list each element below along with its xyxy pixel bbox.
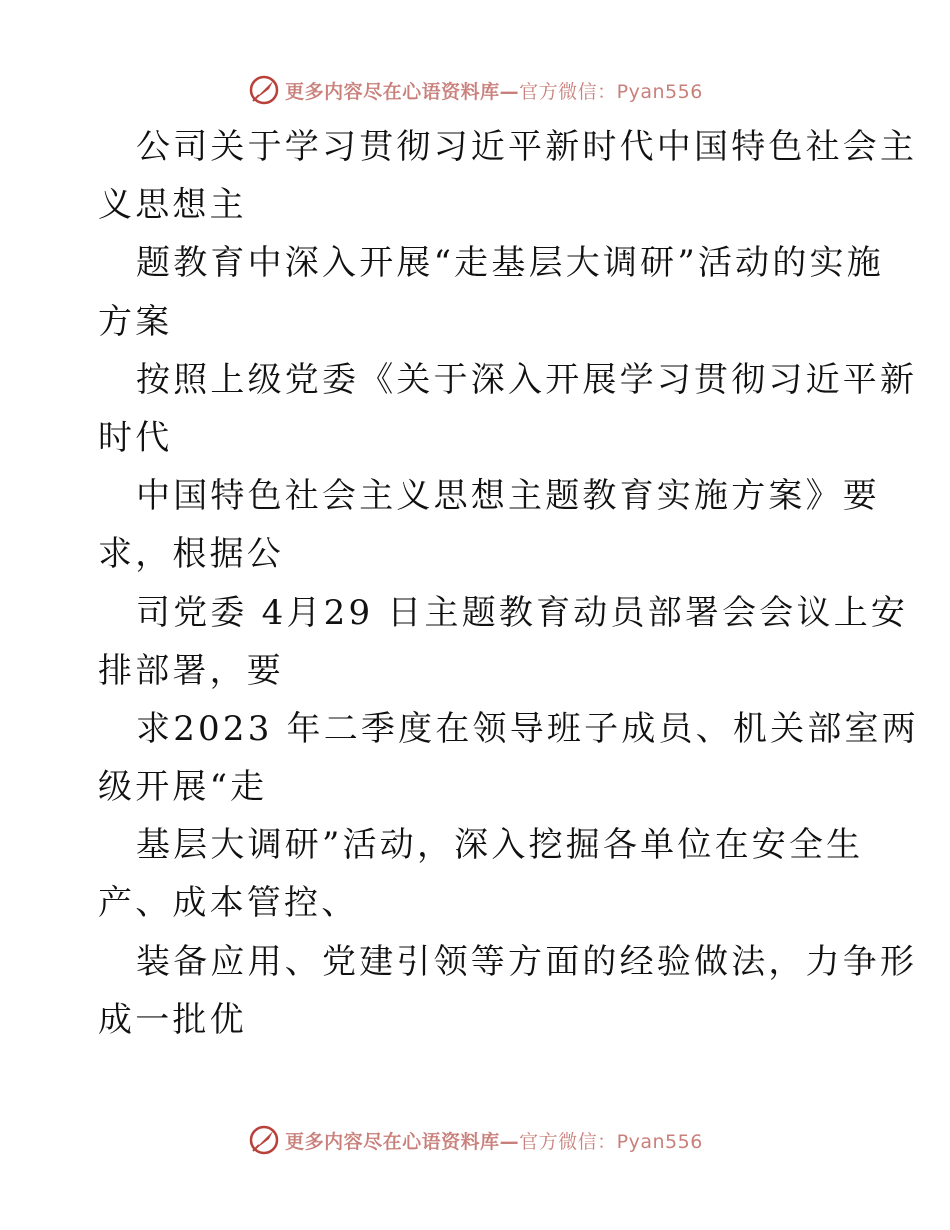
text-line: 排部署，要 (98, 650, 284, 691)
text-line: 义思想主 (98, 185, 247, 226)
text-line: 方案 (98, 301, 173, 342)
text-line: 基层大调研”活动，深入挖掘各单位在安全生 (136, 825, 864, 866)
banner-main-text: 更多内容尽在心语资料库— (285, 80, 520, 103)
banner-wechat-text: 官方微信：Pyan556 (519, 1130, 703, 1153)
banner-text (285, 77, 703, 104)
text-line: 求，根据公 (98, 534, 284, 575)
text-line: 题教育中深入开展“走基层大调研”活动的实施 (136, 243, 884, 284)
text-line: 产、成本管控、 (98, 883, 359, 924)
quill-circle-icon (247, 73, 281, 107)
text-line: 求2023 年二季度在领导班子成员、机关部室两 (136, 708, 919, 749)
quill-circle-icon (247, 1123, 281, 1157)
banner-wechat-text: 官方微信：Pyan556 (519, 80, 703, 103)
footer-banner (0, 1118, 950, 1162)
banner-text (285, 1127, 703, 1154)
text-line: 时代 (98, 417, 173, 458)
text-line: 按照上级党委《关于深入开展学习贯彻习近平新 (136, 359, 918, 400)
header-banner (0, 68, 950, 112)
banner-main-text: 更多内容尽在心语资料库— (285, 1130, 520, 1153)
text-line: 司党委 4月29 日主题教育动员部署会会议上安 (136, 592, 909, 633)
text-line: 装备应用、党建引领等方面的经验做法，力争形 (136, 941, 918, 982)
text-line: 成一批优 (98, 999, 247, 1040)
text-line: 中国特色社会主义思想主题教育实施方案》要 (136, 476, 880, 517)
document-body (98, 118, 919, 1049)
text-line: 级开展“走 (98, 767, 268, 808)
text-line: 公司关于学习贯彻习近平新时代中国特色社会主 (136, 127, 918, 167)
